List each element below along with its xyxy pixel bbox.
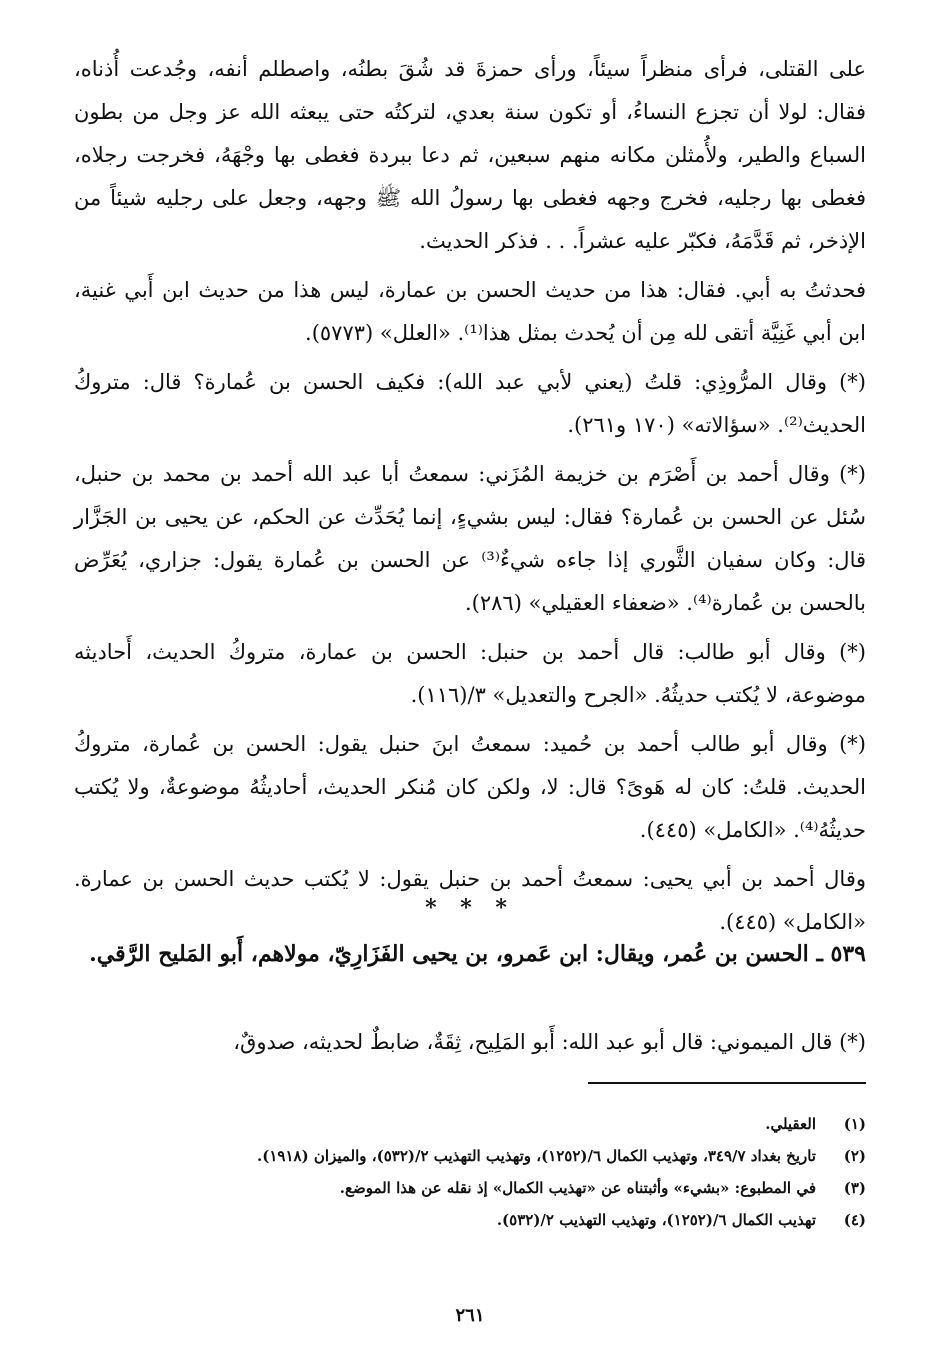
footnote-divider [588,1082,866,1084]
entry-heading: ٥٣٩ ـ الحسن بن عُمر، ويقال: ابن عَمرو، بن يحيى الفَزَارِيّ، مولاهم، أَبو المَليح الرَّقي. [89,941,866,967]
footnote-number: (٢) [843,1147,866,1165]
entry-paragraph: (*) قال الميموني: قال أبو عبد الله: أَبو المَلِيح، ثِقَةٌ، ضابطٌ لحديثه، صدوقٌ، [233,1030,866,1054]
footnote-item [74,1206,866,1234]
body-text [74,48,866,950]
document-page [74,0,866,1360]
paragraph-6: (*) وقال أبو طالب أحمد بن حُميد: سمعتُ ابنَ حنبل يقول: الحسن بن عُمارة، متروكُ الحديث. قلتُ: كان له هَوىً؟ قال: لا، ولكن كان مُنكر الحديث، أحاديثُهُ موضوعةٌ، ولا يُكتب حديثُهُ⁽⁴⁾. «الكامل» (٤٤٥). [74,732,866,842]
footnote-item [74,1174,866,1202]
footnotes [74,1110,866,1238]
section-separator: * * * [425,895,515,921]
paragraph-5: (*) وقال أبو طالب: قال أحمد بن حنبل: الحسن بن عمارة، متروكُ الحديث، أَحاديثه موضوعة، لا يُكتب حديثُهُ. «الجرح والتعديل» ٣/(١١٦). [74,640,866,707]
footnote-text: العقيلي. [765,1115,816,1133]
footnote-text: في المطبوع: «بشيء» وأثبتناه عن «تهذيب الكمال» إذ نقله عن هذا الموضع. [339,1179,816,1197]
footnote-number: (٤) [843,1211,866,1229]
paragraph-7: وقال أحمد بن أبي يحيى: سمعتُ أحمد بن حنبل يقول: لا يُكتب حديث الحسن بن عمارة. «الكامل» (٤٤٥). [74,867,866,934]
footnote-item [74,1142,866,1170]
footnote-text: تهذيب الكمال ٦/(١٢٥٢)، وتهذيب التهذيب ٢/(٥٣٢). [496,1211,816,1229]
footnote-item [74,1110,866,1138]
footnote-number: (١) [843,1115,866,1133]
paragraph-4: (*) وقال أحمد بن أَصْرَم بن خزيمة المُزَني: سمعتُ أبا عبد الله أحمد بن محمد بن حنبل، سُئل عن الحسن بن عُمارة؟ فقال: ليس بشيءٍ، إنما يُحَدِّث عن الحكم، عن يحيى بن الجَزَّار قال: وكان سفيان الثَّوري إذا جاءه شيءٌ⁽³⁾ عن الحسن بن عُمارة يقول: جزاري، يُعَرِّض بالحسن بن عُمارة⁽⁴⁾. «ضعفاء العقيلي» (٢٨٦). [74,462,867,615]
paragraph-3: (*) وقال المرُّوذِي: قلتُ (يعني لأبي عبد الله): فكيف الحسن بن عُمارة؟ قال: متروكُ الحديث⁽²⁾. «سؤالاته» (١٧٠ و٢٦١). [74,370,866,437]
page-number: ٢٦١ [455,1305,485,1326]
paragraph-1: على القتلى، فرأى منظراً سيئاً، ورأى حمزةَ قد شُقَ بطنُه، واصطلم أنفه، وجُدعت أُذناه، فقال: لولا أن تجزع النساءُ، أو تكون سنة بعدي، لتركتُه حتى يبعثه الله عز وجل من بطون السباع والطير، ولأُمثلن مكانه منهم سبعين، ثم دعا ببردة فغطى بها وجْهَهُ، فخرجت رجلاه، فغطى بها رجليه، فخرج وجهه فغطى بها رسولُ الله ﷺ وجهه، وجعل على رجليه شيئاً من الإذخر، ثم قَدَّمَهُ، فكبّر عليه عشراً. . . فذكر الحديث. [74,57,866,253]
paragraph-2: فحدثتُ به أبي. فقال: هذا من حديث الحسن بن عمارة، ليس هذا من حديث ابن أَبي غنية، ابن أبي غَنِيَّة أتقى لله مِن أن يُحدث بمثل هذا⁽¹⁾. «العلل» (٥٧٧٣). [74,278,866,345]
footnote-text: تاريخ بغداد ٣٤٩/٧، وتهذيب الكمال ٦/(١٢٥٢)، وتهذيب التهذيب ٢/(٥٣٢)، والميزان (١٩١٨). [257,1147,816,1165]
footnote-number: (٣) [843,1179,866,1197]
